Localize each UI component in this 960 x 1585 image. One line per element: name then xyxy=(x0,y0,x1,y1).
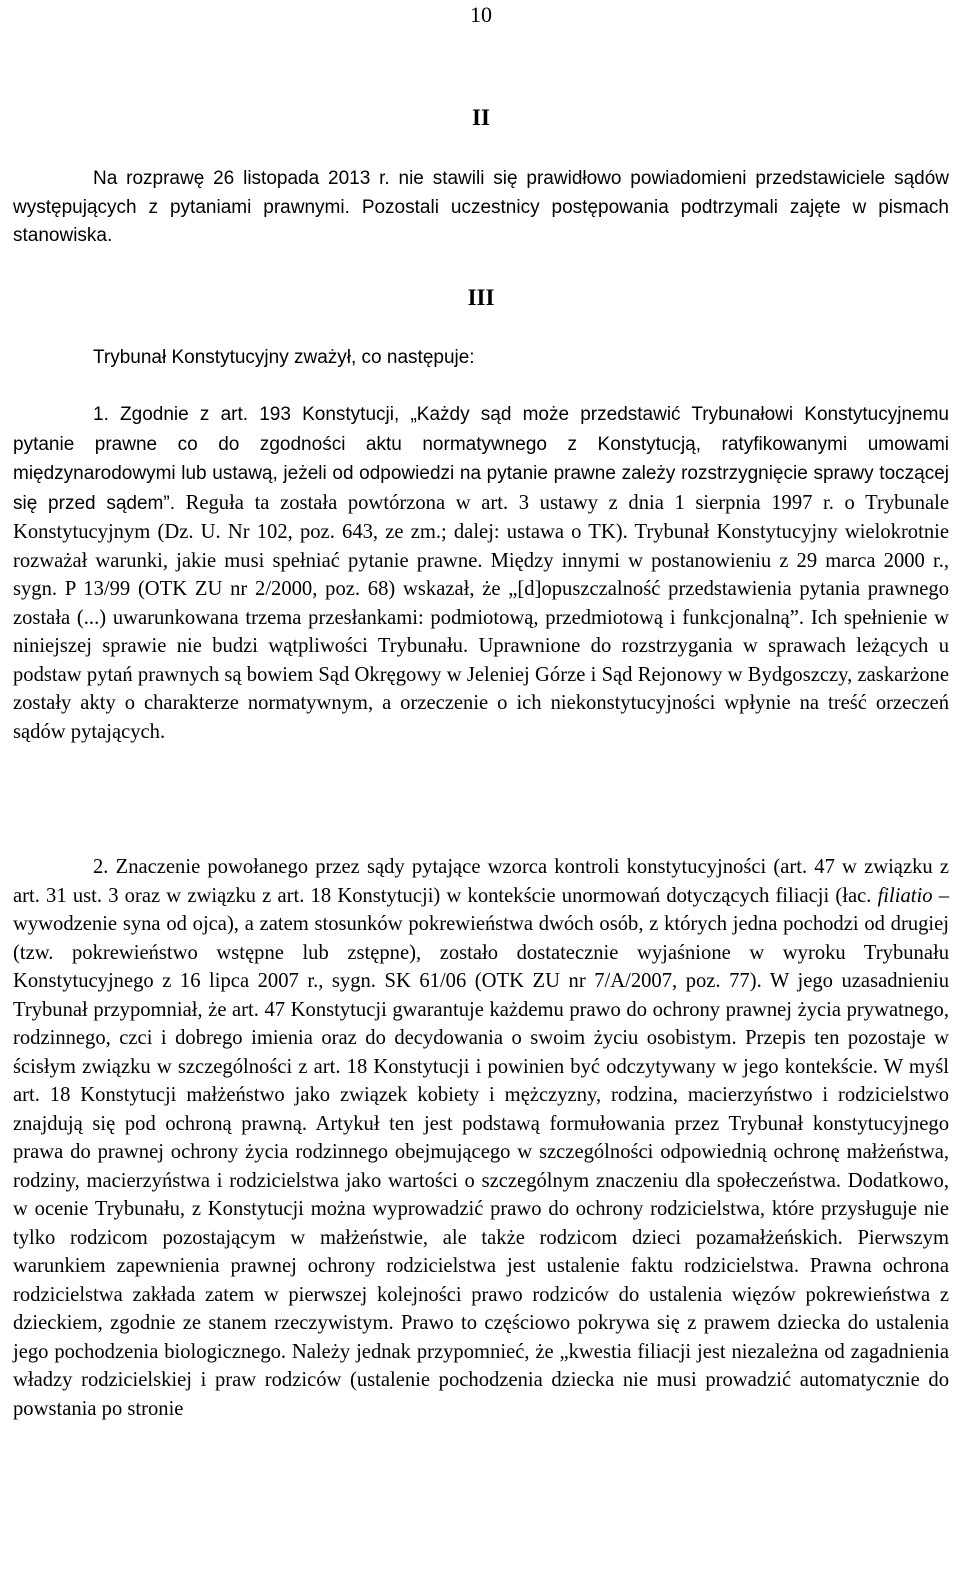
paragraph-iii-intro: Trybunał Konstytucyjny zważył, co następuje: xyxy=(93,347,475,368)
section-heading-iii: III xyxy=(467,285,495,310)
point-2-text-a: 2. Znaczenie powołanego przez sądy pytające wzorca kontroli konstytucyjności (art. 47 w związku z art. 31 ust. 3 oraz w związku z art. 18 Konstytucji) w kontekście unormowań dotyczących filiacji (łac. xyxy=(13,856,949,907)
point-2-text-b: – wywodzenie syna od ojca), a zatem stosunków pokrewieństwa dwóch osób, z których jedna pochodzi od drugiej (tzw. pokrewieństwo wstępne lub zstępne), zostało dostatecznie wyjaśnione w wyroku Trybunału Konstytucyjnego z 16 lipca 2007 r., sygn. SK 61/06 (OTK ZU nr 7/A/2007, poz. 77). W jego uzasadnieniu Trybunał przypomniał, że art. 47 Konstytucji gwarantuje każdemu prawo do ochrony prawnej życia prywatnego, rodzinnego, czci i dobrego imienia oraz do decydowania o swoim życiu osobistym. Przepis ten pozostaje w ścisłym związku w szczególności z art. 18 Konstytucji i powinien być odczytywany w jego kontekście. W myśl art. 18 Konstytucji małżeństwo jako związek kobiety i mężczyzny, rodzina, macierzyństwo i rodzicielstwo znajdują się pod ochroną prawną. Artykuł ten jest podstawą formułowania przez Trybunał konstytucyjnego prawa do prawnej ochrony życia rodzinnego obejmującego w szczególności odpowiednią ochronę małżeństwa, rodziny, macierzyństwa i rodzicielstwa jako wartości o szczególnym znaczeniu dla społeczeństwa. Dodatkowo, w ocenie Trybunału, z Konstytucji można wyprowadzić prawo do ochrony rodzicielstwa, które przysługuje nie tylko rodzicom pozostającym w małżeństwie, ale także rodzicom dzieci pozamałżeńskich. Pierwszym warunkiem zapewnienia prawnej ochrony rodzicielstwa jest ustalenie faktu rodzicielstwa. Prawna ochrona rodzicielstwa zakłada zatem w pierwszej kolejności prawo rodziców do ustalenia więzów pokrewieństwa z dzieckiem, zgodnie ze stanem rzeczywistym. Prawo to częściowo pokrywa się z prawem dziecka do ustalenia jego pochodzenia biologicznego. Należy jednak przypomnieć, że „kwestia filiacji jest niezależna od zagadnienia władzy rodzicielskiej i praw rodziców (ustalenie pochodzenia dziecka nie musi prowadzić automatycznie do powstania po stronie xyxy=(13,884,949,1420)
paragraph-point-1 xyxy=(13,400,949,746)
paragraph-ii: Na rozprawę 26 listopada 2013 r. nie stawili się prawidłowo powiadomieni przedstawiciele sądów występujących z pytaniami prawnymi. Pozostali uczestnicy postępowania podtrzymali zajęte w pismach stanowiska. xyxy=(13,168,949,246)
point-1-text-serif: Reguła ta została powtórzona w art. 3 ustawy z dnia 1 sierpnia 1997 r. o Trybunale Konstytucyjnym (Dz. U. Nr 102, poz. 643, ze zm.; dalej: ustawa o TK). Trybunał Konstytucyjny wielokrotnie rozważał warunki, jakie musi spełniać pytanie prawne. Między innymi w postanowieniu z 29 marca 2000 r., sygn. P 13/99 (OTK ZU nr 2/2000, poz. 68) wskazał, że „[d]opuszczalność przedstawienia pytania prawnego została (...) uwarunkowana trzema przesłankami: podmiotową, przedmiotową i funkcjonalną”. Ich spełnienie w niniejszej sprawie nie budzi wątpliwości Trybunału. Uprawnione do rozstrzygania w sprawach leżących u podstaw pytań prawnych są bowiem Sąd Okręgowy w Jeleniej Górze i Sąd Rejonowy w Bydgoszczy, zaskarżone zostały akty o charakterze normatywnym, a orzeczenie o ich niekonstytucyjności wpłynie na treść orzeczeń sądów pytających. xyxy=(13,491,950,743)
section-heading-ii: II xyxy=(472,105,490,130)
point-1-quote-sans: 1. Zgodnie z art. 193 Konstytucji, „Każdy sąd może przedstawić Trybunałowi Konstytucyjnemu pytanie prawne co do zgodności aktu normatywnego z Konstytucją, ratyfikowanymi umowami międzynarodowymi lub ustawą, jeżeli od odpowiedzi na pytanie prawne zależy rozstrzygnięcie sprawy toczącej się przed sądem”. xyxy=(13,404,949,514)
page-number: 10 xyxy=(470,2,492,27)
point-2-italic-term: filiatio xyxy=(877,884,933,907)
paragraph-point-2 xyxy=(13,853,949,1423)
